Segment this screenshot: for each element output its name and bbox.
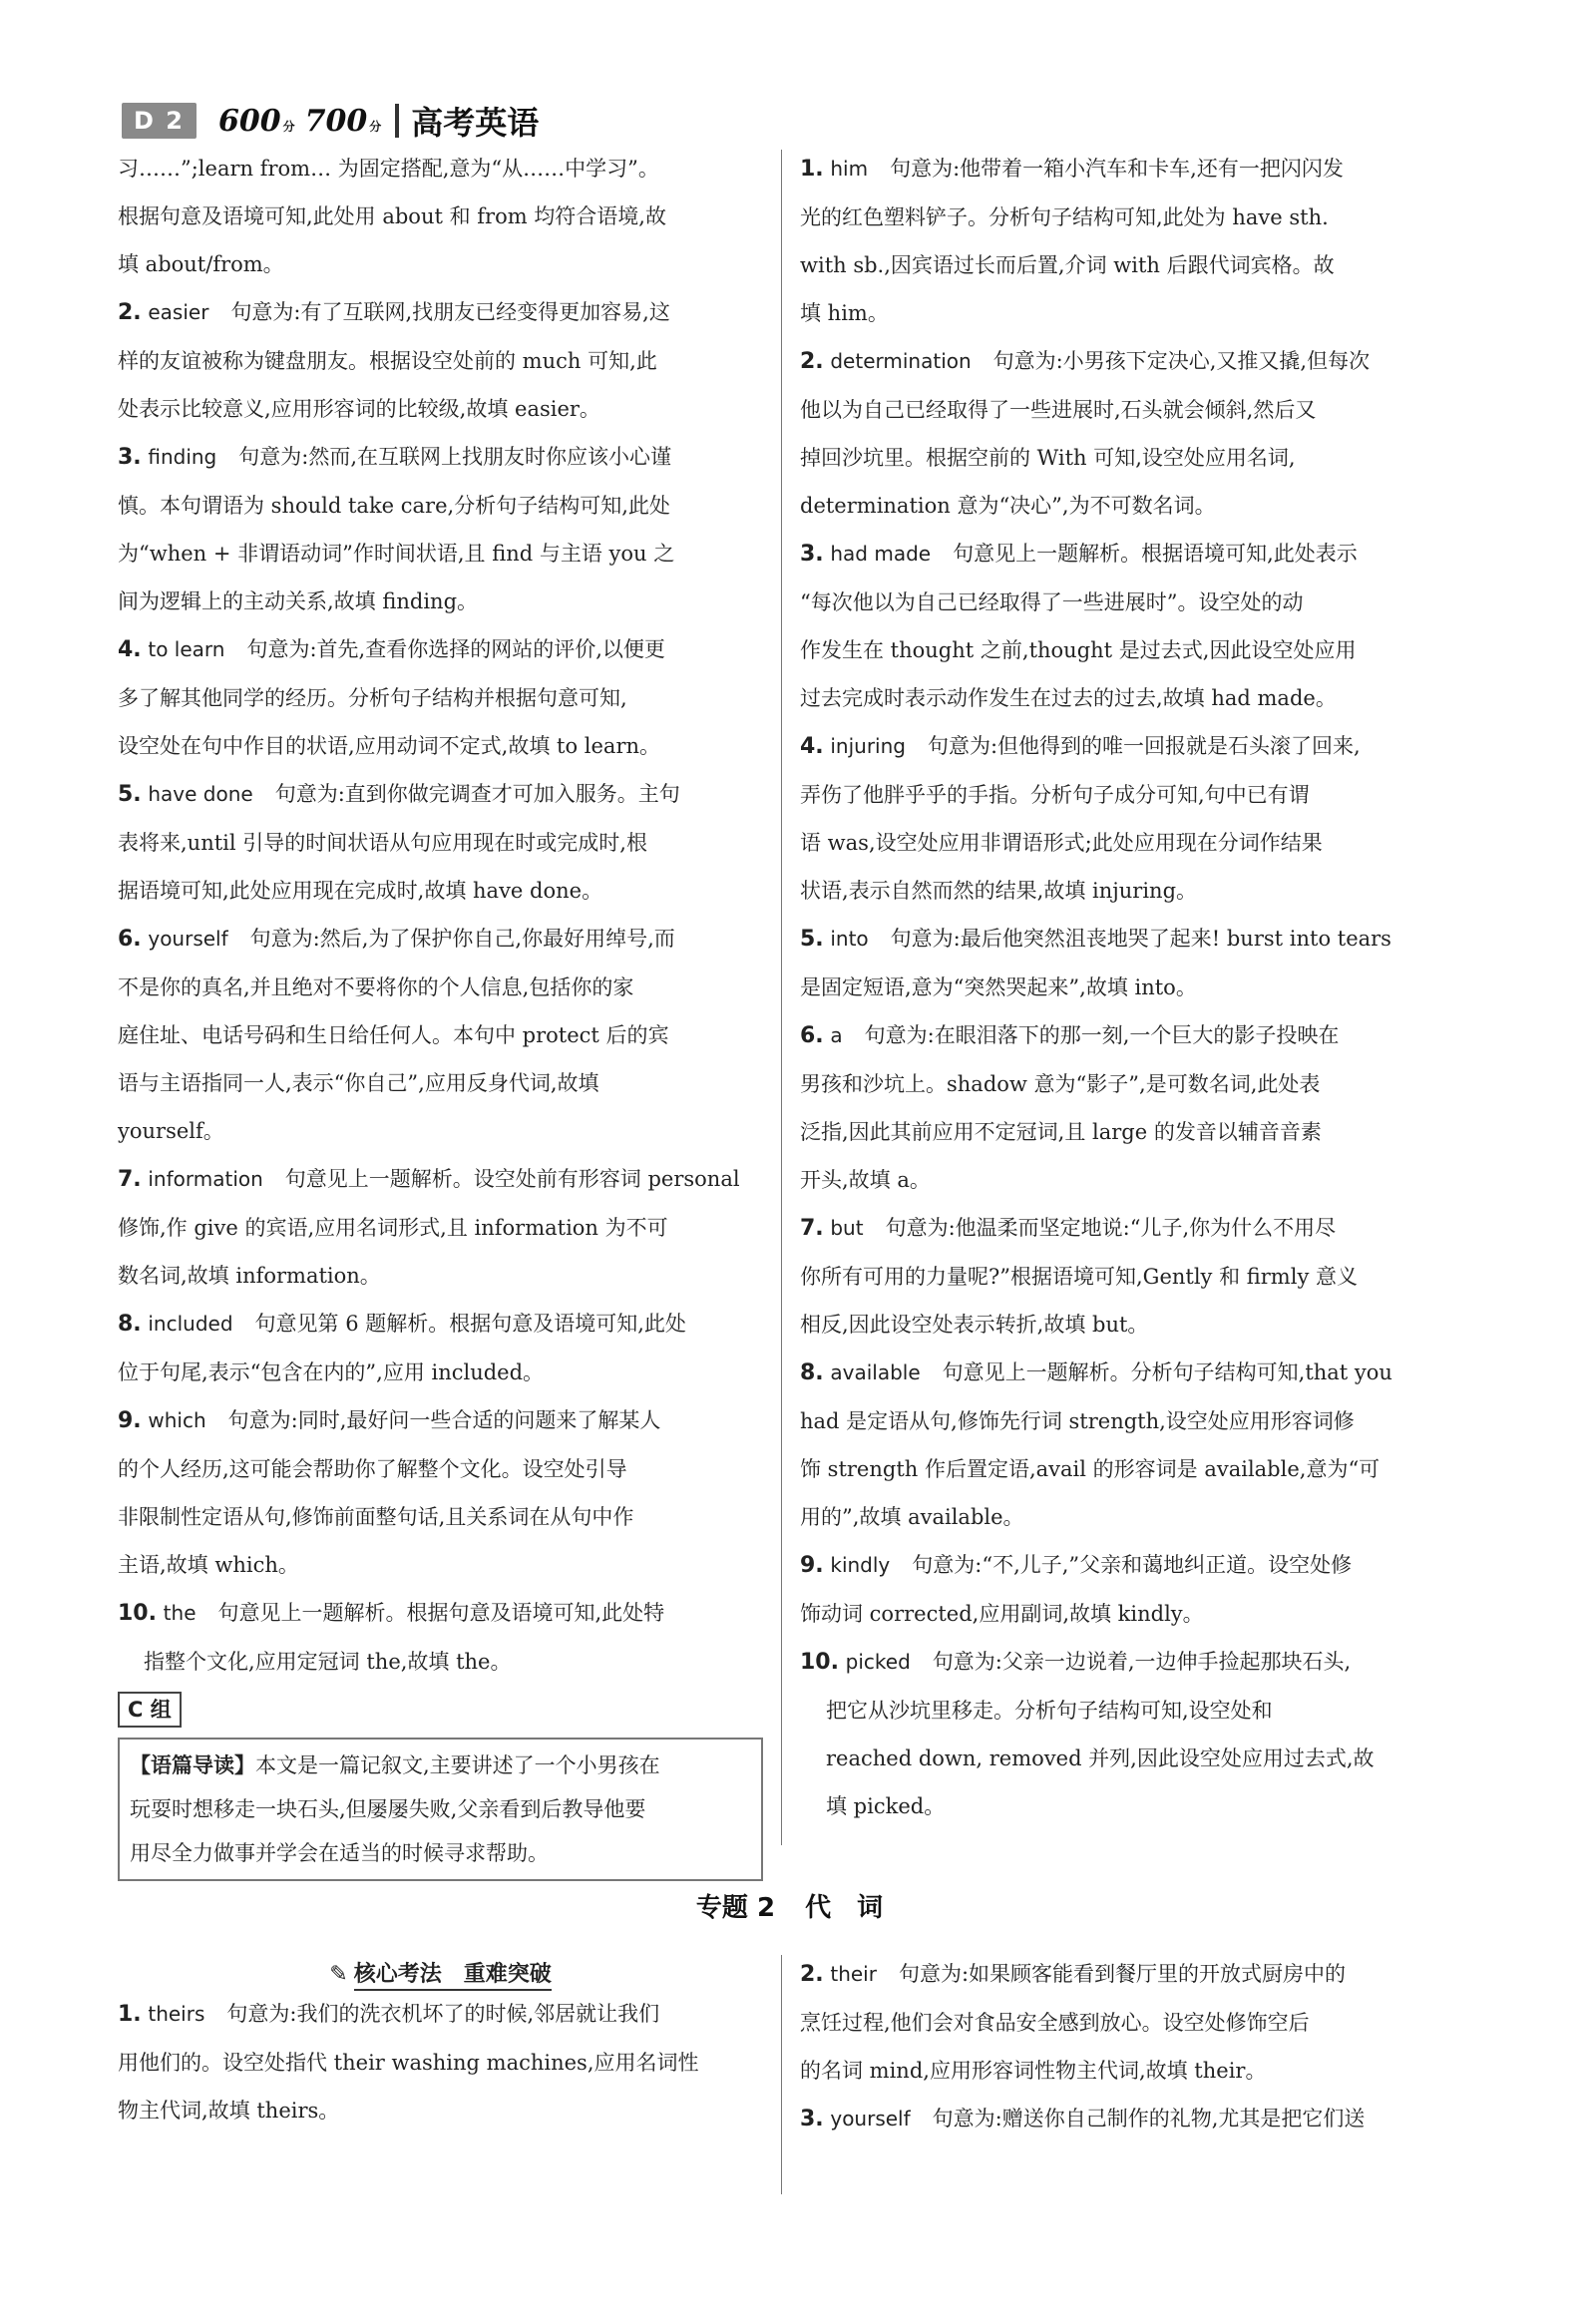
explanation-line: 处表示比较意义,应用形容词的比较级,故填 easier。 [118,397,600,421]
answer-word: had made [830,542,932,566]
item-number: 9. [118,1408,142,1433]
section-title [0,1887,1579,1924]
guide-line: 本文是一篇记叙文,主要讲述了一个小男孩在 [255,1753,660,1777]
answer-item [118,625,763,770]
answer-word: him [830,157,869,181]
item-number: 2. [800,349,824,374]
answer-word: determination [830,349,972,373]
answer-item [800,2095,1448,2143]
explanation-line: 句意为:如果顾客能看到餐厅里的开放式厨房中的 [898,1962,1347,1986]
answer-word: but [830,1216,864,1240]
section-name: 代 词 [805,1893,884,1923]
bottom-left-column [118,1990,763,2134]
brand-logo [218,104,391,139]
explanation-line: 开头,故填 a。 [800,1168,931,1192]
explanation-line: 语与主语指同一人,表示“你自己”,应用反身代词,故填 [118,1071,599,1095]
explanation-line: 非限制性定语从句,修饰前面整句话,且关系词在从句中作 [118,1505,634,1529]
explanation-line: 语 was,设空处应用非谓语形式;此处应用现在分词作结果 [800,831,1323,855]
item-number: 5. [800,927,824,952]
logo-600: 600 [217,103,281,139]
explanation-line: 他以为自己已经取得了一些进展时,石头就会倾斜,然后又 [800,398,1317,422]
answer-item [800,915,1448,1011]
answer-word: which [148,1408,206,1432]
item-number: 4. [118,637,142,662]
explanation-line: 掉回沙坑里。根据空前的 With 可知,设空处应用名词, [800,446,1296,470]
answer-item [800,1204,1448,1349]
explanation-line: 位于句尾,表示“包含在内的”,应用 included。 [118,1360,545,1384]
item-number: 1. [800,157,824,182]
explanation-line: 烹饪过程,他们会对食品安全感到放心。设空处修饰空后 [800,2011,1310,2035]
explanation-line: 句意见上一题解析。根据句意及语境可知,此处特 [217,1601,665,1625]
item-number: 5. [118,782,142,807]
header-divider [395,104,399,138]
explanation-line: 句意为:赠送你自己制作的礼物,尤其是把它们送 [932,2107,1366,2130]
logo-600-unit: 分 [282,119,295,134]
text-line: 根据句意及语境可知,此处用 about 和 from 均符合语境,故 [118,204,666,228]
explanation-line: 据语境可知,此处应用现在完成时,故填 have done。 [118,879,603,903]
item-number: 4. [800,734,824,759]
explanation-line: 句意见第 6 题解析。根据句意及语境可知,此处 [254,1312,686,1336]
answer-list [118,1990,763,2134]
group-label: C 组 [118,1692,182,1728]
answer-word: picked [845,1650,911,1674]
answer-word: theirs [148,2002,205,2026]
item-number: 8. [118,1312,142,1337]
explanation-line: 填 him。 [800,301,889,325]
explanation-line: 为“when + 非谓语动词”作时间状语,且 find 与主语 you 之 [118,542,675,566]
answer-item [800,1638,1448,1830]
passage-guide-box [118,1738,763,1881]
item-number: 7. [800,1216,824,1241]
explanation-line: 句意见上一题解析。根据语境可知,此处表示 [953,542,1358,566]
answer-word: the [163,1601,197,1625]
explanation-line: 句意为:他温柔而坚定地说:“儿子,你为什么不用尽 [885,1216,1337,1240]
answer-word: included [148,1312,233,1336]
explanation-line: 指整个文化,应用定冠词 the,故填 the。 [144,1650,512,1674]
explanation-line: 填 picked。 [826,1794,946,1818]
logo-700: 700 [304,103,368,139]
item-number: 10. [118,1601,157,1626]
item-number: 8. [800,1360,824,1385]
answer-list [800,145,1448,1830]
explanation-line: 句意为:但他得到的唯一回报就是石头滚了回来, [927,734,1361,758]
section-number: 专题 2 [695,1893,776,1923]
answer-word: injuring [830,734,906,758]
explanation-line: 表将来,until 引导的时间状语从句应用现在时或完成时,根 [118,831,647,855]
explanation-line: 的个人经历,这可能会帮助你了解整个文化。设空处引导 [118,1457,627,1481]
text-line: 填 about/from。 [118,252,284,276]
answer-word: available [830,1360,921,1384]
answer-word: finding [148,445,217,469]
answer-word: kindly [830,1553,891,1577]
explanation-line: 慎。本句谓语为 should take care,分析句子结构可知,此处 [118,494,670,518]
answer-word: yourself [830,2107,911,2130]
answer-item [800,1011,1448,1204]
item-number: 7. [118,1167,142,1192]
answer-item [118,770,763,915]
explanation-line: 相反,因此设空处表示转折,故填 but。 [800,1313,1149,1337]
answer-item [118,433,763,625]
item-number: 2. [800,1962,824,1987]
item-number: 10. [800,1650,839,1675]
column-divider [781,1955,782,2194]
answer-word: yourself [148,927,228,951]
explanation-line: 修饰,作 give 的宾语,应用名词形式,且 information 为不可 [118,1216,668,1240]
item-number: 3. [800,2107,824,2131]
explanation-line: 饰 strength 作后置定语,avail 的形容词是 available,意为“可 [800,1457,1381,1481]
answer-word: to learn [148,637,225,661]
explanation-line: 句意为:父亲一边说着,一边伸手捡起那块石头, [932,1650,1352,1674]
item-number: 6. [800,1023,824,1048]
explanation-line: 光的红色塑料铲子。分析句子结构可知,此处为 have sth. [800,205,1329,229]
answer-item [118,1155,763,1300]
explanation-line: 状语,表示自然而然的结果,故填 injuring。 [800,879,1198,903]
explanation-line: 句意为:他带着一箱小汽车和卡车,还有一把闪闪发 [890,157,1344,181]
item-number: 2. [118,300,142,325]
subheading-text: 核心考法 重难突破 [354,1962,552,1991]
answer-item [118,1589,763,1686]
explanation-line: 过去完成时表示动作发生在过去的过去,故填 had made。 [800,686,1337,710]
item-number: 6. [118,927,142,952]
page-header [122,100,539,142]
guide-label: 【语篇导读】 [130,1752,255,1777]
explanation-line: 句意为:有了互联网,找朋友已经变得更加容易,这 [230,300,670,324]
explanation-line: 设空处在句中作目的状语,应用动词不定式,故填 to learn。 [118,734,661,758]
explanation-line: 句意为:在眼泪落下的那一刻,一个巨大的影子投映在 [864,1023,1340,1047]
explanation-line: determination 意为“决心”,为不可数名词。 [800,494,1216,518]
explanation-line: 句意为:然后,为了保护你自己,你最好用绰号,而 [249,927,675,951]
left-column [118,145,763,1881]
logo-700-unit: 分 [369,119,382,134]
explanation-line: 弄伤了他胖乎乎的手指。分析句子成分可知,句中已有谓 [800,783,1310,807]
book-title: 高考英语 [411,104,540,142]
explanation-line: reached down, removed 并列,因此设空处应用过去式,故 [826,1746,1375,1770]
answer-item [800,337,1448,530]
explanation-line: 泛指,因此其前应用不定冠词,且 large 的发音以辅音音素 [800,1120,1322,1144]
explanation-line: 的名词 mind,应用形容词性物主代词,故填 their。 [800,2059,1267,2083]
explanation-line: 多了解其他同学的经历。分析句子结构并根据句意可知, [118,686,627,710]
explanation-line: 句意为:同时,最好问一些合适的问题来了解某人 [227,1408,661,1432]
guide-line: 用尽全力做事并学会在适当的时候寻求帮助。 [130,1841,549,1865]
answer-item [800,530,1448,722]
item-number: 1. [118,2002,142,2027]
explanation-line: 作发生在 thought 之前,thought 是过去式,因此设空处应用 [800,638,1357,662]
explanation-line: 句意见上一题解析。分析句子结构可知,that you [942,1360,1392,1384]
explanation-line: 用他们的。设空处指代 their washing machines,应用名词性 [118,2051,699,2075]
bottom-right-column [800,1950,1448,2143]
answer-item [118,915,763,1155]
answer-item [800,722,1448,915]
column-divider [781,150,782,1845]
answer-item [118,288,763,433]
explanation-line: 句意见上一题解析。设空处前有形容词 personal [284,1167,740,1191]
explanation-line: 用的”,故填 available。 [800,1505,1024,1529]
answer-item [800,1950,1448,2095]
answer-item [118,1990,763,2134]
explanation-line: 数名词,故填 information。 [118,1264,381,1288]
right-column [800,145,1448,1830]
item-number: 3. [118,445,142,470]
explanation-line: 把它从沙坑里移走。分析句子结构可知,设空处和 [826,1699,1273,1723]
explanation-line: 主语,故填 which。 [118,1553,299,1577]
explanation-line: 你所有可用的力量呢?”根据语境可知,Gently 和 firmly 意义 [800,1265,1358,1289]
explanation-line: 句意为:小男孩下定决心,又推又撬,但每次 [992,349,1371,373]
explanation-line: 不是你的真名,并且绝对不要将你的个人信息,包括你的家 [118,975,634,999]
explanation-line: 饰动词 corrected,应用副词,故填 kindly。 [800,1602,1204,1626]
item-number: 3. [800,542,824,567]
answer-word: have done [148,782,253,806]
explanation-line: 句意为:首先,查看你选择的网站的评价,以便更 [246,637,665,661]
answer-word: information [148,1167,263,1191]
explanation-line: yourself。 [118,1119,224,1143]
explanation-line: had 是定语从句,修饰先行词 strength,设空处应用形容词修 [800,1409,1355,1433]
answer-word: easier [148,300,209,324]
answer-item [800,145,1448,337]
explanation-line: 句意为:直到你做完调查才可加入服务。主句 [274,782,680,806]
answer-word: a [830,1023,843,1047]
answer-item [800,1541,1448,1638]
explanation-line: 句意为:“不,儿子,”父亲和蔼地纠正道。设空处修 [912,1553,1353,1577]
guide-line: 玩耍时想移走一块石头,但屡屡失败,父亲看到后教导他要 [130,1797,646,1821]
pen-icon: ✎ [329,1962,348,1987]
answer-item [118,1396,763,1589]
answer-word: their [830,1962,877,1986]
explanation-line: 句意为:我们的洗衣机坏了的时候,邻居就让我们 [226,2002,660,2026]
explanation-line: 句意为:然而,在互联网上找朋友时你应该小心谨 [238,445,672,469]
explanation-line: “每次他以为自己已经取得了一些进展时”。设空处的动 [800,590,1304,614]
answer-item [118,1300,763,1396]
answer-list [800,1950,1448,2143]
explanation-line: 句意为:最后他突然沮丧地哭了起来! burst into tears [890,927,1391,951]
explanation-line: 样的友谊被称为键盘朋友。根据设空处前的 much 可知,此 [118,349,657,373]
explanation-line: 间为逻辑上的主动关系,故填 finding。 [118,589,479,613]
answer-item [800,1349,1448,1541]
explanation-line: 男孩和沙坑上。shadow 意为“影子”,是可数名词,此处表 [800,1072,1321,1096]
answer-word: into [830,927,869,951]
item-number: 9. [800,1553,824,1578]
explanation-line: with sb.,因宾语过长而后置,介词 with 后跟代词宾格。故 [800,253,1335,277]
answer-list [118,288,763,1686]
subheading [118,1957,763,1988]
continuation-text [118,145,763,288]
explanation-line: 物主代词,故填 theirs。 [118,2099,340,2123]
text-line: 习……”;learn from… 为固定搭配,意为“从……中学习”。 [118,157,659,181]
explanation-line: 庭住址、电话号码和生日给任何人。本句中 protect 后的宾 [118,1023,669,1047]
page-number-badge: D 2 [122,103,197,139]
explanation-line: 是固定短语,意为“突然哭起来”,故填 into。 [800,975,1197,999]
